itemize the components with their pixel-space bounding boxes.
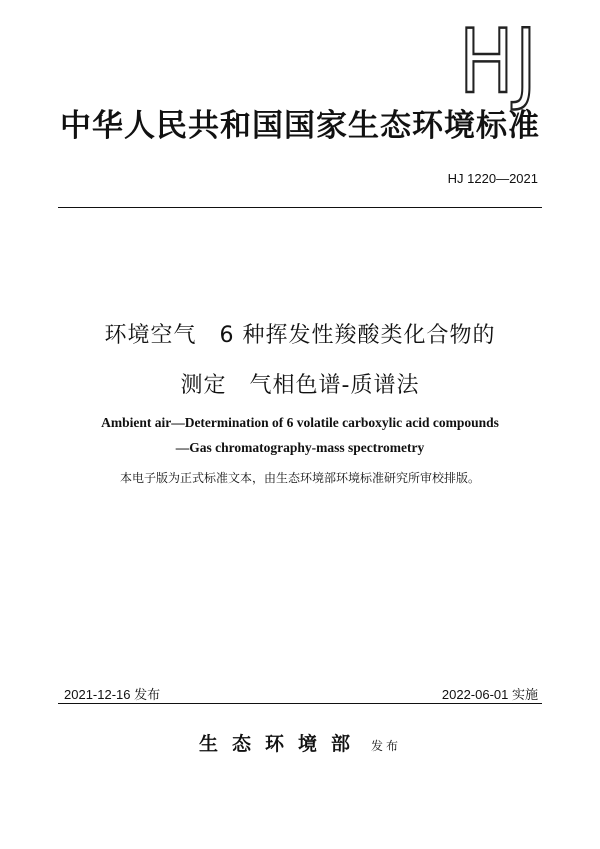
implement-date: 2022-06-01 实施 bbox=[441, 687, 538, 702]
issue-date: 2021-12-16 发布 bbox=[64, 687, 161, 702]
edition-notice: 本电子版为正式标准文本，由生态环境部环境标准研究所审校排版。 bbox=[119, 471, 480, 485]
title-en-line1: Ambient air—Determination of 6 volatile carboxylic acid compounds bbox=[101, 415, 499, 430]
title-en-line2: —Gas chromatography-mass spectrometry bbox=[175, 440, 425, 455]
publisher-name: 生态环境部 bbox=[198, 733, 364, 755]
org-title: 中华人民共和国国家生态环境标准 bbox=[60, 108, 540, 144]
top-divider bbox=[58, 207, 542, 208]
standard-code: HJ 1220—2021 bbox=[447, 171, 538, 186]
bottom-divider bbox=[58, 703, 542, 704]
title-zh-line1: 环境空气 6 种挥发性羧酸类化合物的 bbox=[104, 323, 496, 348]
publisher bbox=[0, 729, 600, 756]
title-zh-line2: 测定 气相色谱-质谱法 bbox=[180, 373, 420, 398]
hj-logo: HJ bbox=[459, 10, 538, 113]
publisher-action: 发布 bbox=[371, 739, 402, 753]
